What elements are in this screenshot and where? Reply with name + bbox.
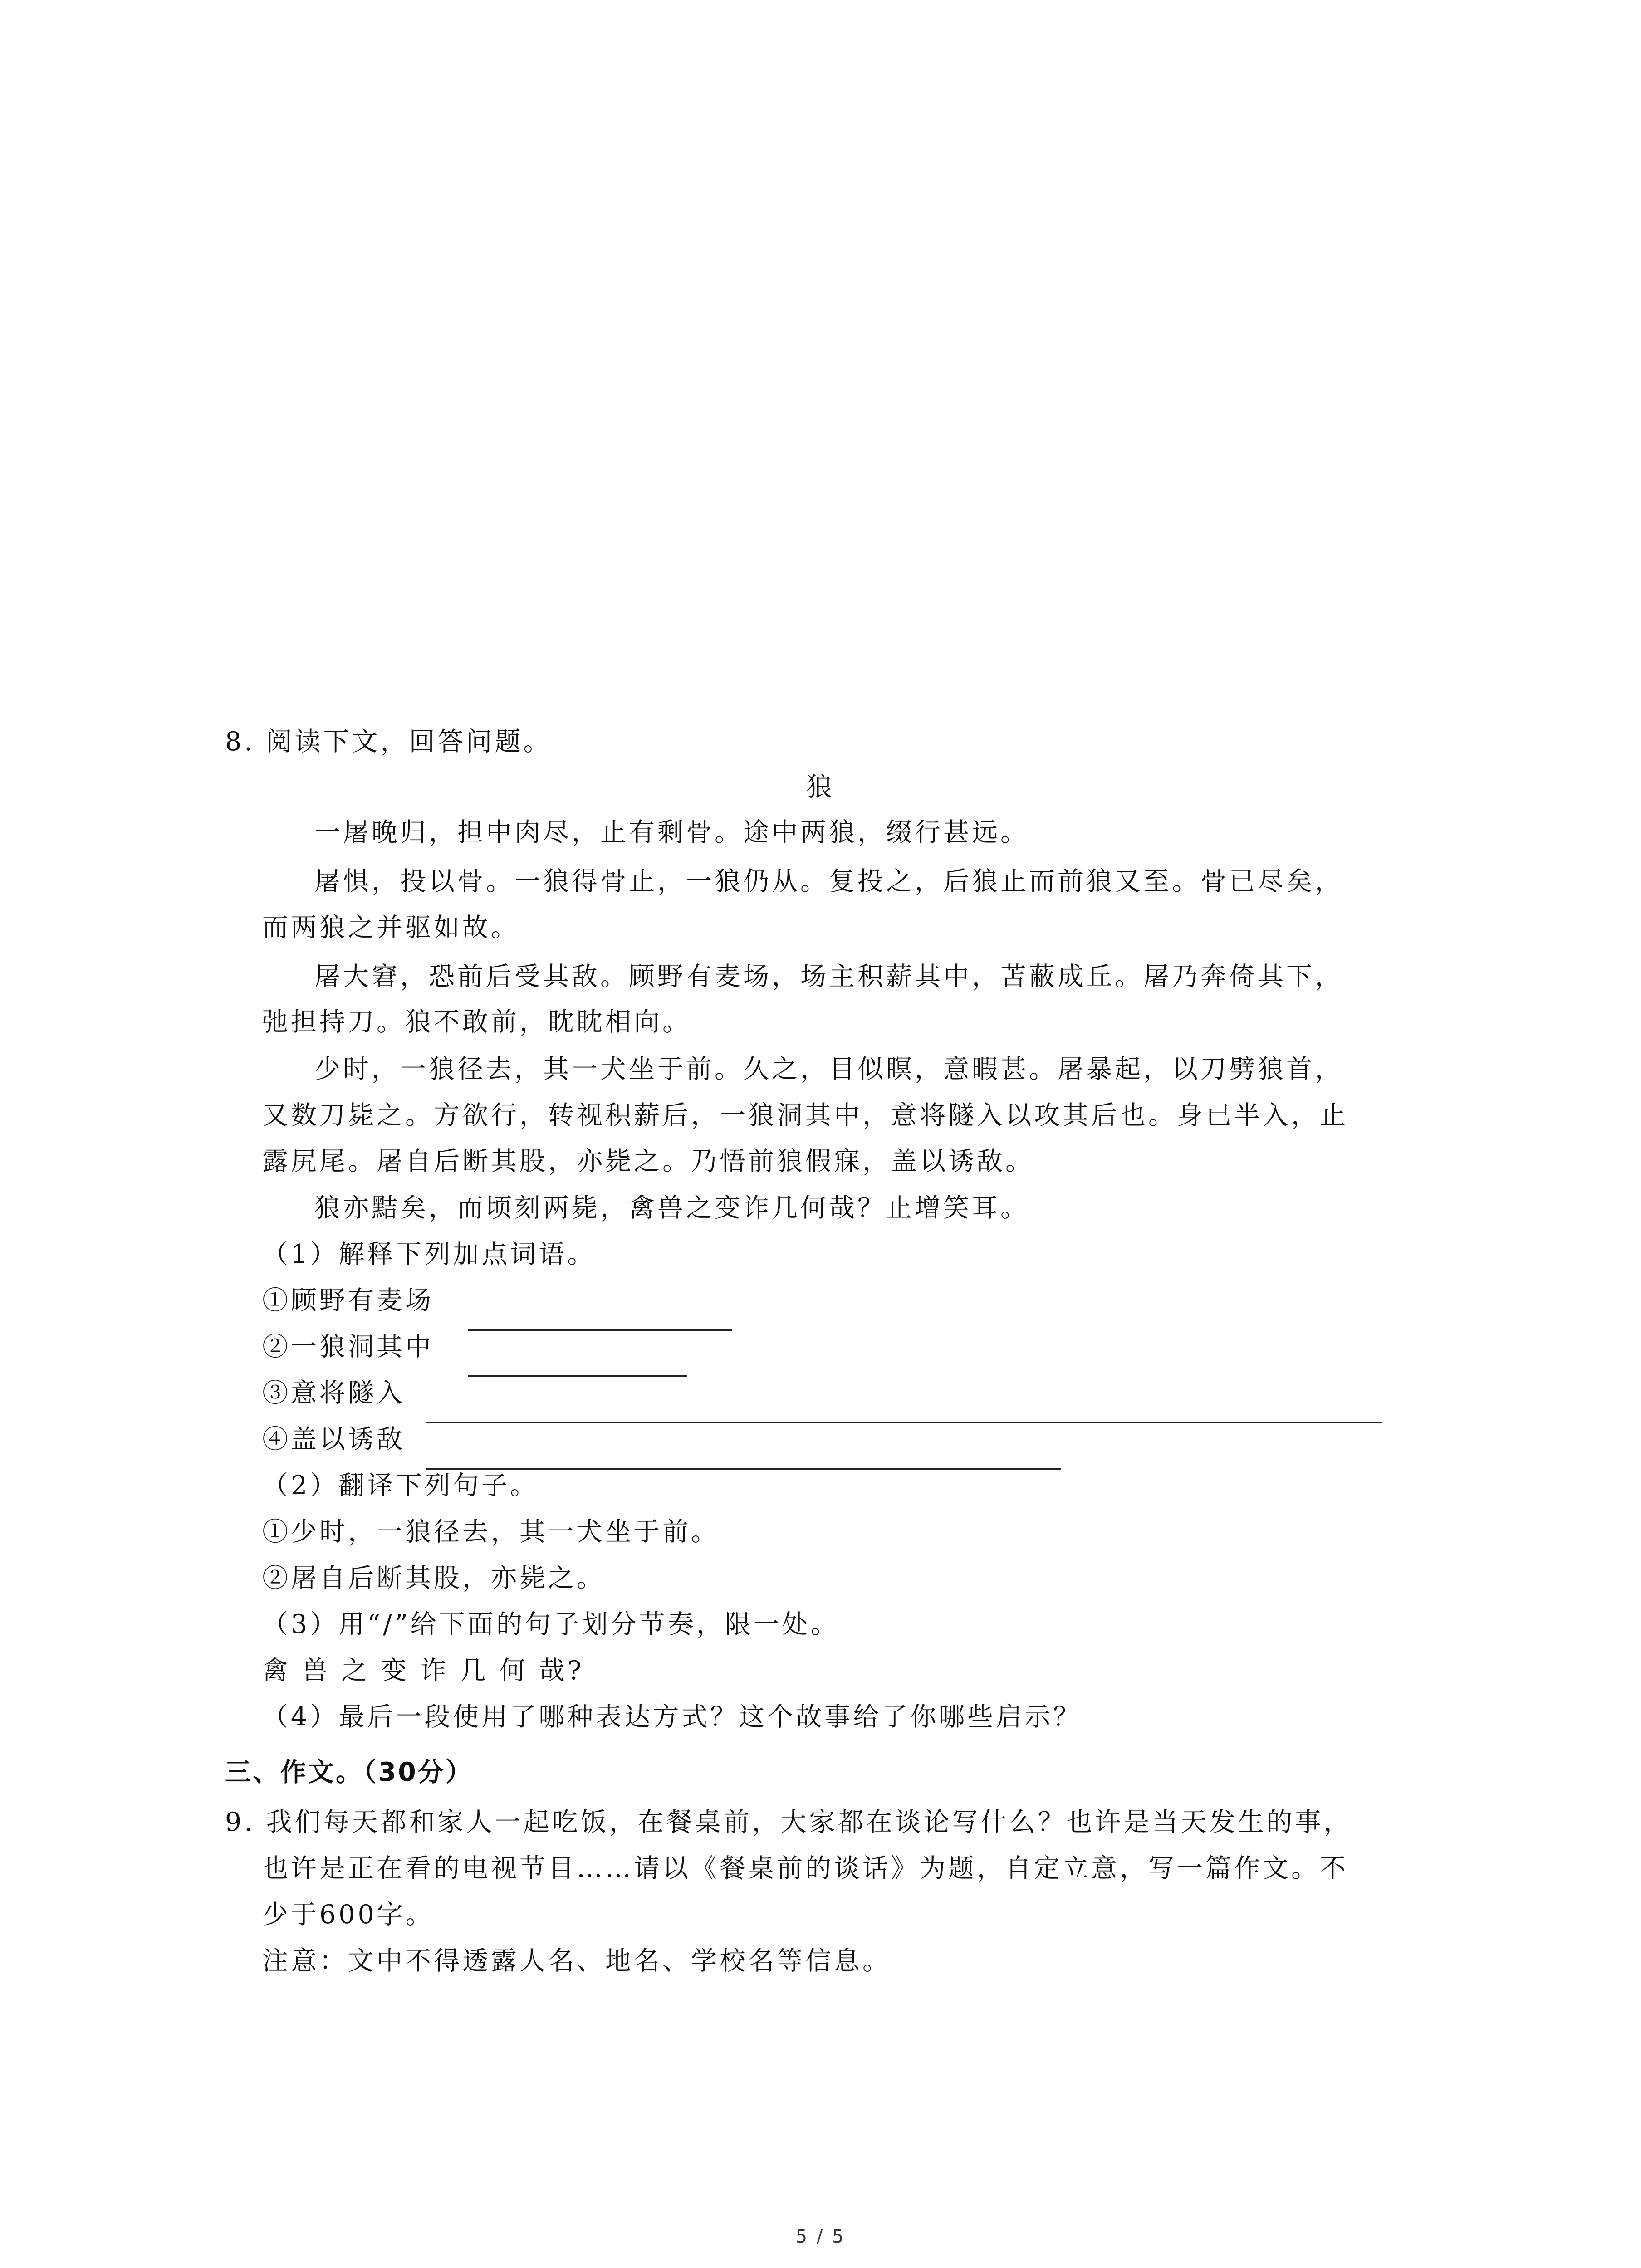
passage-line: 少时，一狼径去，其一犬坐于前。久之，目似瞑，意暇甚。屠暴起，以刀劈狼首， — [314, 1054, 1343, 1084]
page-number: 5 / 5 — [795, 2226, 846, 2247]
passage-line: 又数刀毙之。方欲行，转视积薪后，一狼洞其中，意将隧入以攻其后也。身已半入，止 — [262, 1100, 1348, 1130]
passage-line: 屠惧，投以骨。一狼得骨止，一狼仍从。复投之，后狼止而前狼又至。骨已尽矣， — [314, 866, 1343, 896]
section-heading: 三、作文。（30分） — [225, 1757, 473, 1787]
passage-line: 一屠晚归，担中肉尽，止有剩骨。途中两狼，缀行甚远。 — [314, 817, 1029, 847]
question-9-line: 也许是正在看的电视节目……请以《餐桌前的谈话》为题，自定立意，写一篇作文。不 — [262, 1853, 1348, 1883]
sub2-item: ②屠自后断其股，亦毙之。 — [262, 1563, 605, 1593]
sub1-item: ④盖以诱敌 — [262, 1424, 405, 1454]
subquestion-1: （1）解释下列加点词语。 — [262, 1239, 596, 1269]
sub1-item: ①顾野有麦场 — [262, 1286, 434, 1315]
passage-line: 狼亦黠矣，而顷刻两毙，禽兽之变诈几何哉？止增笑耳。 — [314, 1193, 1029, 1223]
passage-title: 狼 — [806, 772, 835, 802]
answer-blank[interactable] — [426, 1422, 1382, 1423]
passage-line: 露尻尾。屠自后断其股，亦毙之。乃悟前狼假寐，盖以诱敌。 — [262, 1146, 1034, 1176]
passage-line: 屠大窘，恐前后受其敌。顾野有麦场，场主积薪其中，苫蔽成丘。屠乃奔倚其下， — [314, 962, 1343, 992]
passage-line: 而两狼之并驱如故。 — [262, 913, 519, 943]
sub3-sentence: 禽 兽 之 变 诈 几 何 哉? — [262, 1656, 584, 1686]
answer-blank[interactable] — [468, 1375, 687, 1377]
question-9-line: 少于600字。 — [262, 1900, 434, 1930]
answer-blank[interactable] — [468, 1329, 732, 1331]
sub1-item: ③意将隧入 — [262, 1378, 405, 1408]
subquestion-2: （2）翻译下列句子。 — [262, 1471, 539, 1501]
sub2-item: ①少时，一狼径去，其一犬坐于前。 — [262, 1517, 720, 1547]
subquestion-3: （3）用“/”给下面的句子划分节奏，限一处。 — [262, 1609, 839, 1639]
sub1-item: ②一狼洞其中 — [262, 1332, 434, 1362]
question-9-line: 9. 我们每天都和家人一起吃饭，在餐桌前，大家都在谈论写什么？也许是当天发生的事， — [225, 1807, 1352, 1837]
subquestion-4: （4）最后一段使用了哪种表达方式？这个故事给了你哪些启示？ — [262, 1702, 1082, 1732]
passage-line: 弛担持刀。狼不敢前，眈眈相向。 — [262, 1007, 691, 1037]
question-8-intro: 8. 阅读下文，回答问题。 — [225, 727, 552, 757]
question-9-note: 注意：文中不得透露人名、地名、学校名等信息。 — [262, 1946, 891, 1976]
